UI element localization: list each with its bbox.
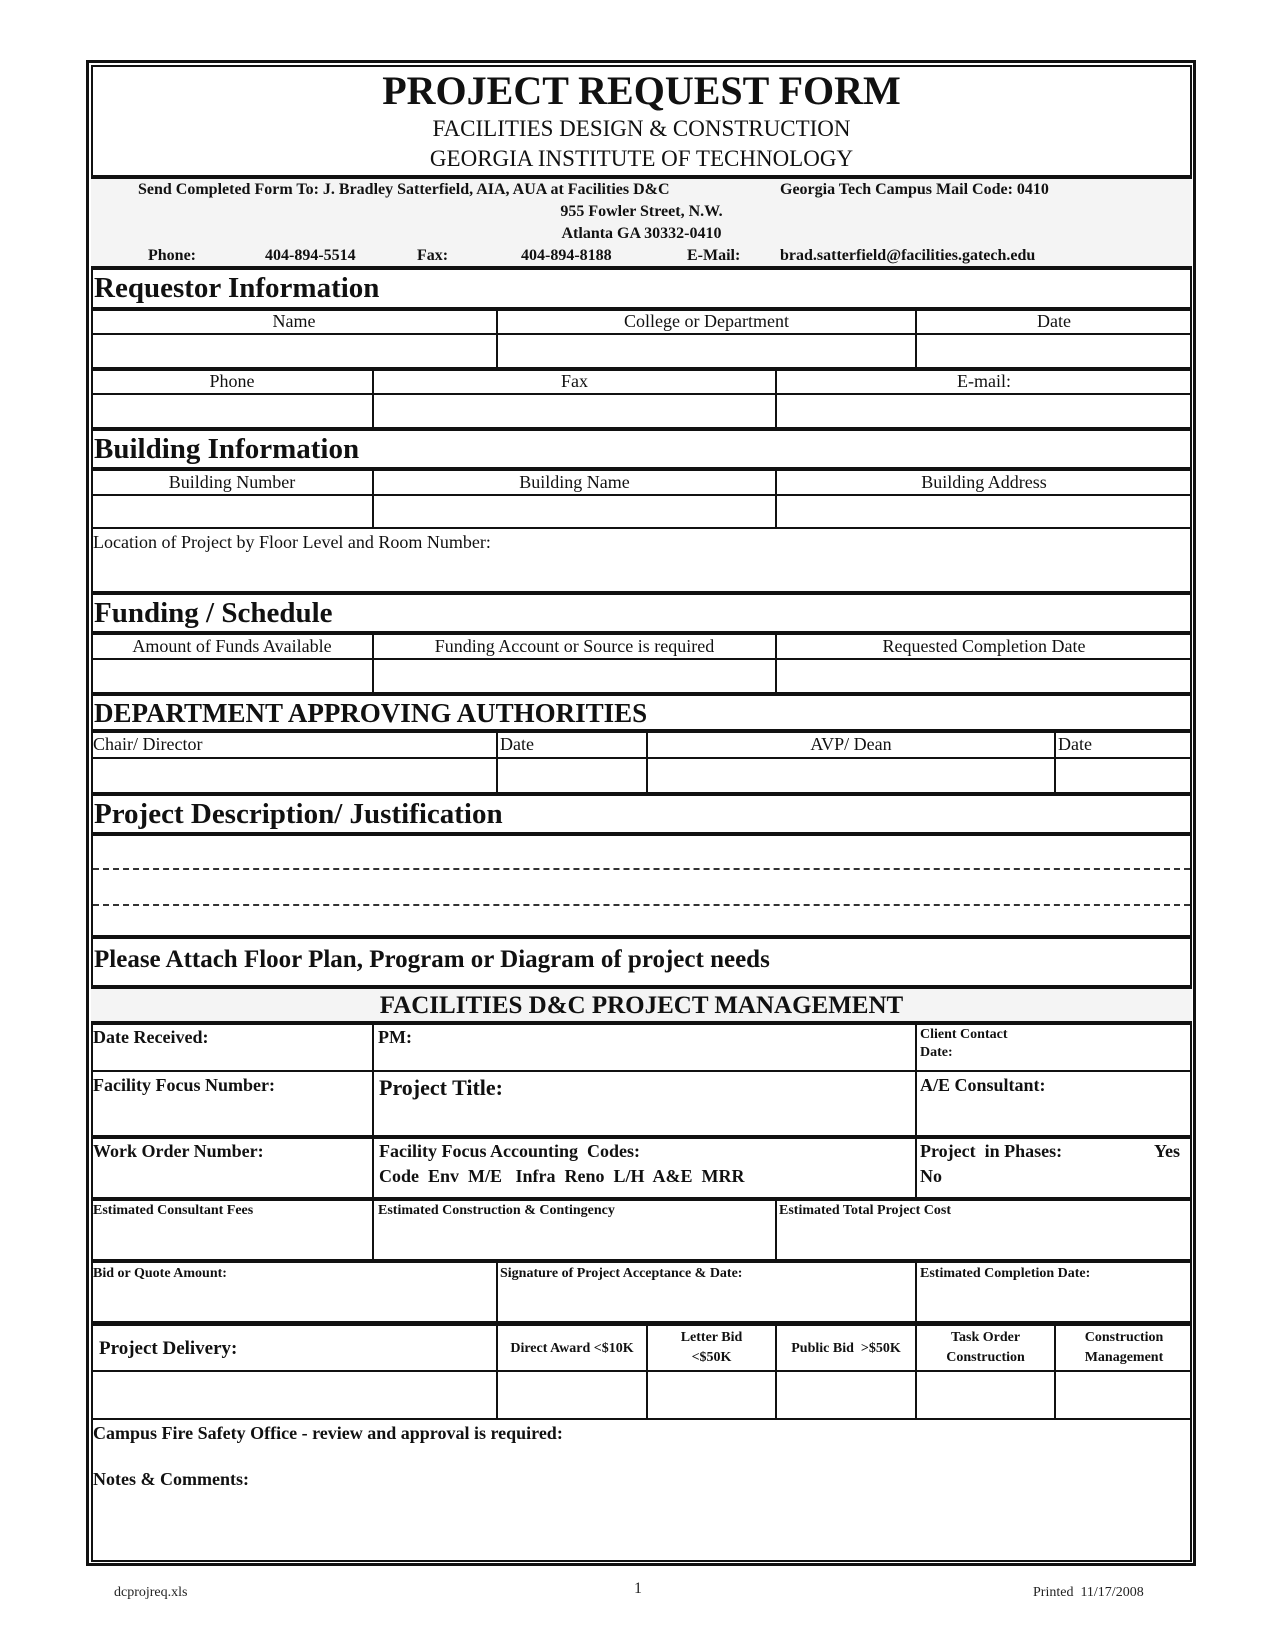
task-order-checkbox[interactable]: [917, 1372, 1054, 1418]
public-bid-checkbox[interactable]: [777, 1372, 915, 1418]
label-construction-contingency: Estimated Construction & Contingency: [378, 1203, 615, 1218]
building-number-input[interactable]: [91, 496, 372, 527]
accounting-codes-list: Code Env M/E Infra Reno L/H A&E MRR: [379, 1166, 745, 1186]
label-project-delivery: Project Delivery:: [99, 1338, 238, 1359]
label-chair: Chair/ Director: [93, 734, 203, 754]
label-total-cost: Estimated Total Project Cost: [779, 1203, 951, 1218]
label-date-1: Date: [500, 734, 534, 754]
fax-value: 404-894-8188: [521, 247, 612, 264]
label-building-number: Building Number: [168, 472, 296, 492]
section-heading-building: Building Information: [94, 433, 360, 465]
date-2-input[interactable]: [1056, 759, 1191, 792]
letter-bid-checkbox[interactable]: [648, 1372, 775, 1418]
name-input[interactable]: [91, 335, 496, 367]
label-funding-account: Funding Account or Source is required: [434, 636, 715, 656]
label-est-completion: Estimated Completion Date:: [920, 1266, 1091, 1281]
delivery-task-order-line2: Construction: [946, 1350, 1025, 1365]
label-avp: AVP/ Dean: [810, 734, 892, 754]
funds-amount-input[interactable]: [91, 660, 372, 692]
footer-filename: dcprojreq.xls: [114, 1585, 188, 1600]
delivery-cm-line2: Management: [1084, 1350, 1164, 1365]
label-notes: Notes & Comments:: [93, 1469, 249, 1489]
label-consultant-fees: Estimated Consultant Fees: [93, 1203, 254, 1218]
label-building-name: Building Name: [519, 472, 630, 492]
delivery-task-order-line1: Task Order: [950, 1330, 1021, 1345]
phases-no-option[interactable]: No: [920, 1166, 942, 1186]
label-email: E-mail:: [957, 371, 1011, 391]
funding-account-input[interactable]: [374, 660, 775, 692]
description-textarea[interactable]: [91, 836, 1192, 936]
delivery-letter-bid-line1: Letter Bid: [680, 1330, 743, 1345]
label-building-address: Building Address: [921, 472, 1047, 492]
avp-input[interactable]: [648, 759, 1054, 792]
construction-management-checkbox[interactable]: [1056, 1372, 1191, 1418]
direct-award-checkbox[interactable]: [498, 1372, 646, 1418]
notes-textarea[interactable]: [91, 1492, 1192, 1560]
label-project-title: Project Title:: [379, 1075, 504, 1100]
phone-label: Phone:: [148, 247, 196, 264]
divider: [91, 631, 1192, 635]
dashed-line: [93, 904, 1190, 906]
label-facility-focus-number: Facility Focus Number:: [93, 1075, 275, 1095]
divider: [91, 1197, 1192, 1201]
label-date-2: Date: [1058, 734, 1092, 754]
street-text: 955 Fowler Street, N.W.: [560, 203, 723, 220]
delivery-notes-input[interactable]: [91, 1372, 496, 1418]
chair-input[interactable]: [91, 759, 496, 792]
footer-printed-date: Printed 11/17/2008: [1033, 1585, 1144, 1600]
section-heading-funding: Funding / Schedule: [94, 597, 333, 629]
label-accounting-codes: Facility Focus Accounting Codes:: [379, 1141, 640, 1161]
label-date-received: Date Received:: [93, 1027, 209, 1047]
mail-code-text: Georgia Tech Campus Mail Code: 0410: [780, 181, 1049, 198]
section-heading-description: Project Description/ Justification: [94, 798, 503, 830]
label-date: Date: [1037, 311, 1071, 331]
label-client-date: Date:: [920, 1045, 953, 1060]
section-heading-requestor: Requestor Information: [94, 272, 380, 304]
divider: [775, 1199, 777, 1260]
delivery-public-bid: Public Bid >$50K: [791, 1341, 901, 1356]
requested-completion-input[interactable]: [777, 660, 1191, 692]
building-name-input[interactable]: [374, 496, 775, 527]
label-name: Name: [272, 311, 316, 331]
section-heading-department: DEPARTMENT APPROVING AUTHORITIES: [94, 698, 648, 728]
email-label: E-Mail:: [687, 247, 741, 264]
label-fax: Fax: [561, 371, 588, 391]
label-project-phases: Project in Phases:: [920, 1141, 1063, 1161]
city-text: Atlanta GA 30332-0410: [561, 225, 722, 242]
label-location: Location of Project by Floor Level and Room Number:: [93, 532, 491, 552]
page-title: PROJECT REQUEST FORM: [382, 68, 901, 113]
date-1-input[interactable]: [498, 759, 646, 792]
divider: [91, 1021, 1192, 1025]
divider: [91, 1259, 1192, 1263]
divider: [91, 1321, 1192, 1326]
subtitle-department: FACILITIES DESIGN & CONSTRUCTION: [432, 116, 851, 141]
location-field[interactable]: [91, 529, 1192, 591]
send-to-text: Send Completed Form To: J. Bradley Satterfield, AIA, AUA at Facilities D&C: [138, 181, 670, 198]
dashed-line: [93, 868, 1190, 870]
delivery-letter-bid-line2: <$50K: [691, 1350, 732, 1365]
divider: [372, 1025, 374, 1198]
divider: [91, 467, 1192, 471]
divider: [915, 1025, 917, 1198]
label-requested-completion: Requested Completion Date: [882, 636, 1086, 656]
divider: [91, 729, 1192, 733]
college-input[interactable]: [498, 335, 915, 367]
delivery-cm-line1: Construction: [1084, 1330, 1164, 1345]
label-fire-safety: Campus Fire Safety Office - review and approval is required:: [93, 1423, 563, 1443]
delivery-construction-management: [1056, 1328, 1192, 1368]
fax-input[interactable]: [374, 395, 775, 427]
delivery-direct-award: Direct Award <$10K: [510, 1341, 634, 1356]
label-signature: Signature of Project Acceptance & Date:: [500, 1266, 743, 1281]
email-value: brad.satterfield@facilities.gatech.edu: [780, 247, 1036, 264]
delivery-letter-bid: [648, 1328, 775, 1368]
label-client-contact: Client Contact: [920, 1027, 1008, 1042]
label-pm: PM:: [378, 1027, 412, 1047]
contact-block: [91, 179, 1192, 267]
divider: [91, 1135, 1192, 1139]
label-ae-consultant: A/E Consultant:: [920, 1075, 1046, 1095]
label-bid-amount: Bid or Quote Amount:: [93, 1266, 227, 1281]
label-work-order: Work Order Number:: [93, 1141, 264, 1161]
phone-value: 404-894-5514: [265, 247, 356, 264]
label-college: College or Department: [624, 311, 789, 331]
email-input[interactable]: [777, 395, 1191, 427]
fax-label: Fax:: [417, 247, 449, 264]
footer-page-number: 1: [634, 1580, 642, 1597]
divider: [91, 1418, 1192, 1420]
phone-input[interactable]: [91, 395, 372, 427]
form-header: [91, 65, 1192, 176]
divider: [91, 1070, 1192, 1072]
phases-yes-option[interactable]: Yes: [1154, 1141, 1180, 1161]
divider: [372, 1199, 374, 1260]
subtitle-institute: GEORGIA INSTITUTE OF TECHNOLOGY: [429, 146, 854, 171]
attach-notice: Please Attach Floor Plan, Program or Diagram of project needs: [94, 946, 770, 973]
management-heading: FACILITIES D&C PROJECT MANAGEMENT: [91, 989, 1192, 1022]
delivery-task-order: [917, 1328, 1054, 1368]
label-funds-amount: Amount of Funds Available: [132, 636, 332, 656]
label-phone: Phone: [209, 371, 255, 391]
building-address-input[interactable]: [777, 496, 1191, 527]
divider: [91, 935, 1192, 939]
date-input[interactable]: [917, 335, 1191, 367]
